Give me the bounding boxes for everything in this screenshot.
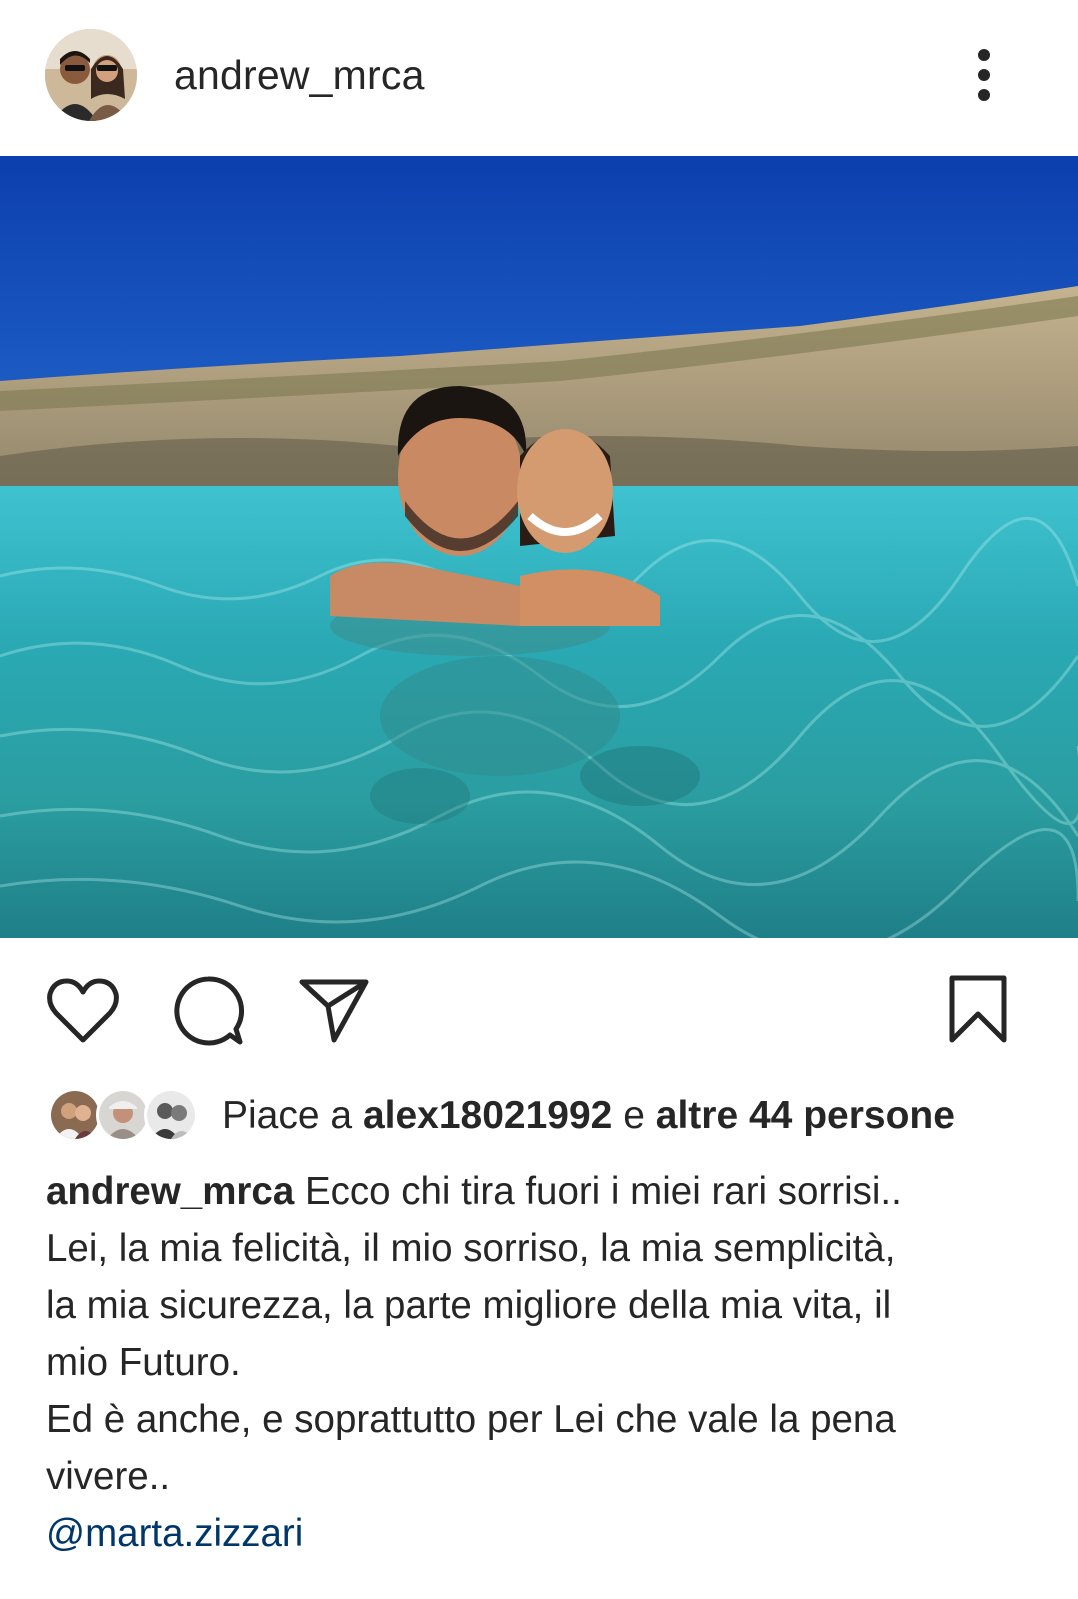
caption-mention[interactable]: @marta.zizzari (46, 1512, 304, 1555)
likes-prefix: Piace a (222, 1094, 353, 1137)
send-icon (298, 976, 370, 1046)
comment-icon (170, 974, 246, 1050)
caption-username[interactable]: andrew_mrca (46, 1170, 295, 1213)
post-header (0, 0, 1078, 156)
bookmark-icon (946, 974, 1010, 1046)
heart-icon (46, 976, 120, 1046)
caption-line: vivere.. (46, 1455, 171, 1498)
liker-avatar (48, 1088, 102, 1142)
likes-connector: e (623, 1094, 645, 1137)
caption-line: la mia sicurezza, la parte migliore della mia vita, il (46, 1284, 892, 1327)
likes-others[interactable]: altre 44 persone (655, 1094, 955, 1137)
more-options-button[interactable] (966, 45, 1006, 105)
post-caption (46, 1163, 1036, 1562)
action-bar (0, 960, 1078, 1060)
caption-line: mio Futuro. (46, 1341, 241, 1384)
comment-button[interactable] (170, 974, 246, 1050)
likes-summary[interactable] (0, 1080, 1078, 1150)
save-button[interactable] (946, 974, 1010, 1046)
like-button[interactable] (46, 976, 120, 1046)
liker-avatar (96, 1088, 150, 1142)
post-photo[interactable] (0, 156, 1078, 938)
caption-line: Ed è anche, e soprattutto per Lei che vale la pena (46, 1398, 896, 1441)
likes-text (222, 1094, 955, 1138)
caption-line: Ecco chi tira fuori i miei rari sorrisi.. (304, 1170, 902, 1213)
liker-username[interactable]: alex18021992 (362, 1094, 613, 1137)
post-username[interactable]: andrew_mrca (174, 52, 425, 98)
share-button[interactable] (298, 976, 370, 1046)
more-vertical-icon (966, 45, 1006, 105)
profile-avatar[interactable] (45, 29, 137, 121)
caption-line: Lei, la mia felicità, il mio sorriso, la mia semplicità, (46, 1227, 896, 1270)
liker-avatar (144, 1088, 198, 1142)
